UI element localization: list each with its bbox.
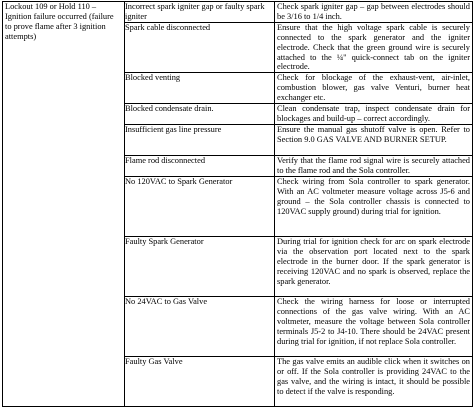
cause-cell: No 120VAC to Spark Generator bbox=[125, 177, 275, 237]
action-cell: Verify that the flame rod signal wire is securely attached to the flame rod and the Sola controller. bbox=[275, 156, 473, 177]
table-row bbox=[3, 2, 473, 23]
cause-cell: No 24VAC to Gas Valve bbox=[125, 297, 275, 357]
cause-cell: Faulty Gas Valve bbox=[125, 357, 275, 407]
cause-cell: Insufficient gas line pressure bbox=[125, 125, 275, 156]
cause-cell: Blocked condensate drain. bbox=[125, 104, 275, 125]
cause-cell: Flame rod disconnected bbox=[125, 156, 275, 177]
action-cell: Clean condensate trap, inspect condensate drain for blockages and build-up – correct accordingly. bbox=[275, 104, 473, 125]
action-cell: Check the wiring harness for loose or interrupted connections of the gas valve wiring. With an AC voltmeter, measure the voltage between Sola controller terminals J5-2 to J4-10. There should be 24VAC present during trial for ignition, if not replace Sola controller. bbox=[275, 297, 473, 357]
cause-cell: Spark cable disconnected bbox=[125, 22, 275, 73]
action-cell: Ensure the manual gas shutoff valve is open. Refer to Section 9.0 GAS VALVE AND BURNER SETUP. bbox=[275, 125, 473, 156]
cause-cell: Incorrect spark igniter gap or faulty spark igniter bbox=[125, 2, 275, 23]
action-cell: The gas valve emits an audible click when it switches on or off. If the Sola controller is providing 24VAC to the gas valve, and the wiring is intact, it should be possible to detect if the valve is responding. bbox=[275, 357, 473, 407]
cause-cell: Faulty Spark Generator bbox=[125, 237, 275, 297]
action-cell: During trial for ignition check for arc on spark electrode via the observation port located next to the spark electrode in the burner door. If the spark generator is receiving 120VAC and no spark is observed, replace the spark generator. bbox=[275, 237, 473, 297]
lockout-condition-cell bbox=[3, 2, 125, 407]
action-cell: Ensure that the high voltage spark cable is securely connected to the spark generator and the igniter electrode. Check that the green ground wire is securely attached to the ¼" quick-connect tab on the igniter electrode. bbox=[275, 22, 473, 73]
troubleshooting-table bbox=[2, 1, 473, 407]
action-cell: Check wiring from Sola controller to spark generator. With an AC voltmeter measure voltage across J5-6 and ground – the Sola controller chassis is connected to 120VAC supply ground) during trial for ignition. bbox=[275, 177, 473, 237]
cause-cell: Blocked venting bbox=[125, 73, 275, 104]
action-cell: Check for blockage of the exhaust-vent, air-inlet, combustion blower, gas valve Venturi, burner heat exchanger etc. bbox=[275, 73, 473, 104]
lockout-condition: Lockout 109 or Hold 110 – Ignition failure occurred (failure to prove flame after 3 ignition attempts) bbox=[5, 2, 114, 41]
action-cell: Check spark igniter gap – gap between electrodes should be 3/16 to 1/4 inch. bbox=[275, 2, 473, 23]
